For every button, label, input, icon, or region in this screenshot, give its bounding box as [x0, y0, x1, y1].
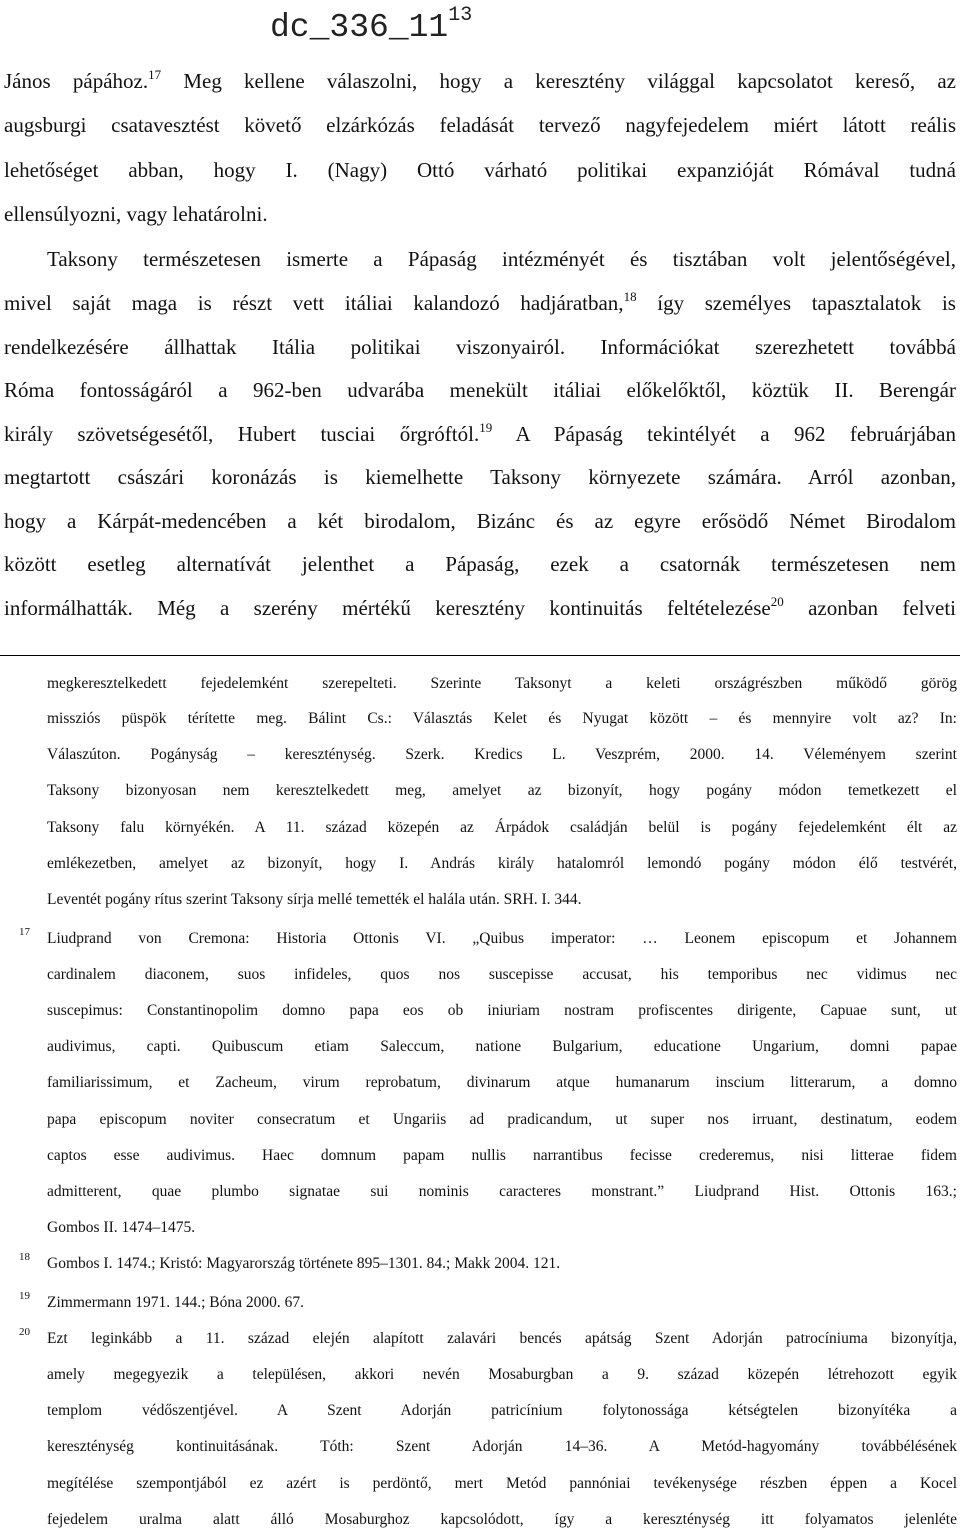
- text-line: [4, 549, 956, 579]
- text-line: [4, 110, 956, 140]
- footnote-line: Gombos I. 1474.; Kristó: Magyarország története 895–1301. 84.; Makk 2004. 121.: [47, 1255, 561, 1272]
- footnote-line: suscepimus: Constantinopolim domno papa eos ob iniuriam nostram profiscentes dirigente, Capuae sunt, ut: [47, 1002, 957, 1019]
- text-span: ellensúlyozni, vagy lehatárolni.: [4, 202, 268, 226]
- footnote-line: Leventét pogány rítus szerint Taksony sírja mellé temették el halála után. SRH. I. 344.: [47, 891, 582, 908]
- footnote-line: Zimmermann 1971. 144.; Bóna 2000. 67.: [47, 1294, 305, 1311]
- text-line: [4, 419, 956, 449]
- text-line: [4, 506, 956, 536]
- footnote-line: megkeresztelkedett fejedelemként szerepelteti. Szerinte Taksonyt a keleti országrészben működő görög: [47, 675, 957, 692]
- footnote-line: captos esse audivimus. Haec domnum papam nullis narrantibus fecisse crederemus, nisi litterae fidem: [47, 1147, 957, 1164]
- footnote-line: amely megegyezik a településen, akkori nevén Mosaburgban a 9. század közepén létrehozott egyik: [47, 1366, 957, 1383]
- text-span: hogy a Kárpát-medencében a két birodalom, Bizánc és az egyre erősödő Német Birodalom: [4, 509, 956, 533]
- text-span: megtartott császári koronázás is kiemelhette Taksony környezete számára. Arról azonban,: [4, 465, 956, 489]
- text-span: informálhatták. Még a szerény mértékű keresztény kontinuitás feltételezése: [4, 596, 771, 620]
- text-span: király szövetségesétől, Hubert tusciai őrgróftól.: [4, 422, 480, 446]
- footnote-line: admitterent, quae plumbo signatae sui nominis caracteres monstrant.” Liudprand Hist. Ottonis 163.;: [47, 1183, 957, 1200]
- text-line: [4, 593, 956, 623]
- text-line: [4, 66, 956, 96]
- footnote-line: Ezt leginkább a 11. század elején alapított zalavári bencés apátság Szent Adorján patrocíniuma bizonyítja,: [47, 1330, 957, 1347]
- footnote-line: kereszténység kontinuitásának. Tóth: Szent Adorján 14–36. A Metód-hagyomány továbbélésének: [47, 1438, 957, 1455]
- footnote-line: audivimus, capti. Quibuscum etiam Saleccum, natione Bulgarium, educatione Ungarium, domni papae: [47, 1038, 957, 1055]
- text-line: [4, 199, 956, 229]
- footnote-number: 18: [19, 1251, 30, 1263]
- footnote-line: Válaszúton. Pogányság – kereszténység. Szerk. Kredics L. Veszprém, 2000. 14. Véleményem szerint: [47, 746, 957, 763]
- footnote-line: cardinalem diaconem, suos infideles, quos nos suscepisse accusat, his temporibus nec vidimus nec: [47, 966, 957, 983]
- text-line: [4, 462, 956, 492]
- footnote-line: missziós püspök térítette meg. Bálint Cs.: Választás Kelet és Nyugat között – és mennyire volt az? In:: [47, 710, 957, 727]
- document-id-header: [270, 0, 472, 48]
- footnote-reference: 17: [148, 67, 162, 82]
- document-id: dc_336_11: [270, 9, 449, 46]
- text-span: János pápához.: [4, 69, 149, 93]
- footnote-line: Taksony falu környékén. A 11. század közepén az Árpádok családján belül is pogány fejedelemként élt az: [47, 819, 957, 836]
- footnote-line: emlékezetben, amelyet az bizonyít, hogy I. András király hatalomról lemondó pogány módon élő testvérét,: [47, 855, 957, 872]
- footnote-number: 17: [19, 926, 30, 938]
- text-span: lehetőséget abban, hogy I. (Nagy) Ottó várható politikai expanzióját Rómával tudná: [4, 158, 956, 182]
- text-span: mivel saját maga is részt vett itáliai kalandozó hadjáratban,: [4, 291, 624, 315]
- page-number: 13: [448, 4, 473, 27]
- footnote-line: fejedelem uralma alatt álló Mosaburghoz kapcsolódott, így a kereszténység itt folyamatos jelenléte: [47, 1511, 957, 1528]
- text-span: azonban felveti: [783, 596, 956, 620]
- text-span: augsburgi csatavesztést követő elzárkózás feladását tervező nagyfejedelem miért látott reális: [4, 113, 956, 137]
- text-span: rendelkezésére állhattak Itália politikai viszonyairól. Információkat szerezhetett továbbá: [4, 335, 956, 359]
- text-span: között esetleg alternatívát jelenthet a Pápaság, ezek a csatornák természetesen nem: [4, 552, 956, 576]
- footnote-line: Taksony bizonyosan nem keresztelkedett meg, amelyet az bizonyít, hogy pogány módon temetkezett el: [47, 782, 957, 799]
- footnote-reference: 20: [770, 594, 784, 609]
- footnote-reference: 18: [623, 289, 637, 304]
- footnote-number: 20: [19, 1326, 30, 1338]
- text-span: Meg kellene válaszolni, hogy a keresztény világgal kapcsolatot kereső, az: [161, 69, 956, 93]
- footnote-line: megítélése szempontjából ez azért is perdöntő, mert Metód pannóniai tevékenysége részben éppen a Kocel: [47, 1475, 957, 1492]
- footnote-number: 19: [19, 1290, 30, 1302]
- footnote-reference: 19: [479, 420, 493, 435]
- text-span: Taksony természetesen ismerte a Pápaság intézményét és tisztában volt jelentőségével,: [47, 247, 956, 271]
- text-span: Róma fontosságáról a 962-ben udvarába menekült itáliai előkelőktől, köztük II. Berengár: [4, 378, 956, 402]
- footnote-separator: [0, 655, 960, 656]
- footnote-line: Liudprand von Cremona: Historia Ottonis VI. „Quibus imperator: … Leonem episcopum et Johannem: [47, 930, 957, 947]
- footnote-line: Gombos II. 1474–1475.: [47, 1219, 196, 1236]
- text-line: [4, 155, 956, 185]
- footnote-line: familiarissimum, et Zacheum, virum reprobatum, divinarum atque humanarum inscium litterarum, a domno: [47, 1074, 957, 1091]
- text-line: [4, 332, 956, 362]
- text-span: A Pápaság tekintélyét a 962 februárjában: [492, 422, 956, 446]
- text-line: [47, 244, 956, 274]
- text-line: [4, 288, 956, 318]
- text-span: így személyes tapasztalatok is: [636, 291, 956, 315]
- text-line: [4, 375, 956, 405]
- footnote-line: papa episcopum noviter consecratum et Ungariis ad pradicandum, ut super nos irruant, destinatum, eodem: [47, 1111, 957, 1128]
- footnote-line: templom védőszentjével. A Szent Adorján patricínium folytonossága kétségtelen bizonyítéka a: [47, 1402, 957, 1419]
